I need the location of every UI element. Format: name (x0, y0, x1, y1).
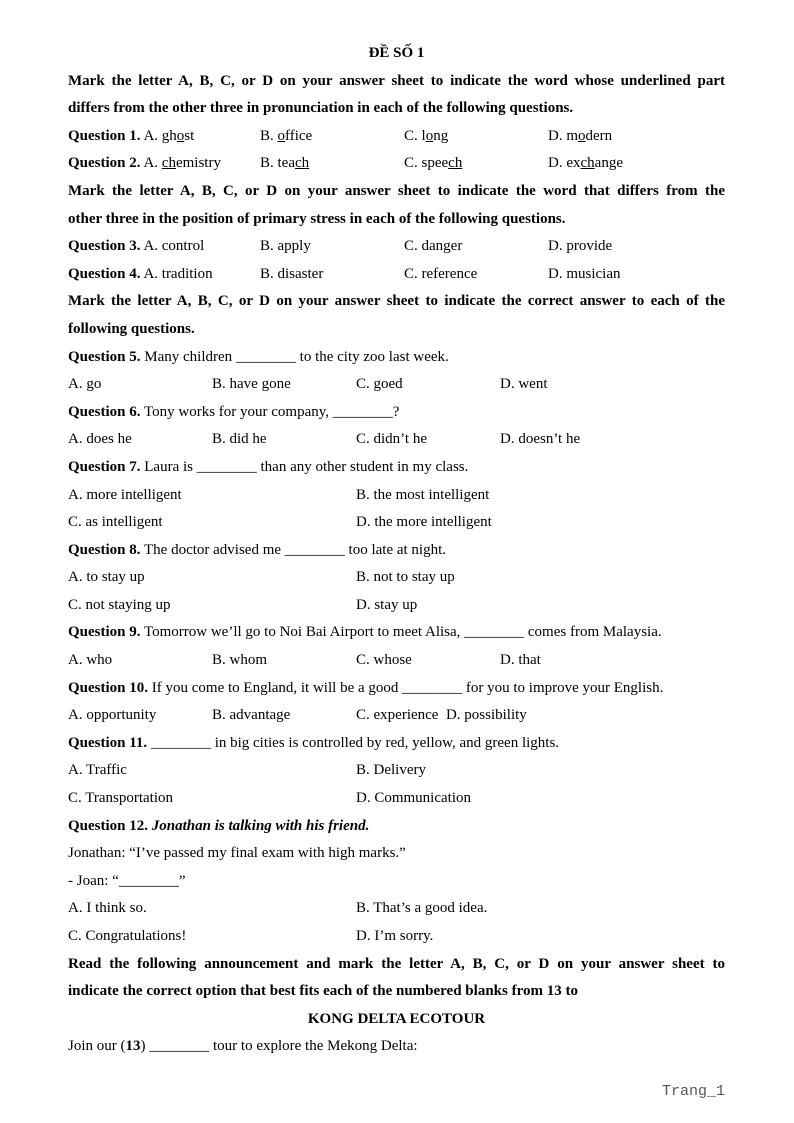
option-d: D. musician (548, 265, 621, 282)
option-text: D. m (548, 127, 578, 144)
underlined-part: ch (295, 155, 310, 172)
question-12-stem (68, 813, 725, 841)
question-6-options (68, 426, 725, 454)
option-a (68, 261, 213, 289)
option-b: B. That’s a good idea. (356, 900, 488, 917)
option-a (68, 233, 204, 261)
question-5-stem (68, 344, 725, 372)
option-d: D. that (500, 652, 541, 669)
question-text: If you come to England, it will be a good ________ for you to improve your English. (148, 679, 664, 696)
option-d: D. provide (548, 238, 613, 255)
option-b (260, 150, 309, 178)
question-8-options-row2 (68, 592, 725, 620)
underlined-part: ch (448, 155, 463, 172)
option-c (404, 123, 448, 151)
question-prompt: Jonathan is talking with his friend. (151, 817, 370, 834)
option-c: C. reference (404, 265, 478, 282)
passage-text: ) ________ tour to explore the Mekong Delta: (140, 1038, 418, 1055)
option-a: A. more intelligent (68, 486, 182, 503)
question-7-stem (68, 454, 725, 482)
option-d: D. went (500, 376, 548, 393)
option-a: A. to stay up (68, 569, 145, 586)
question-label: Question 7. (68, 458, 141, 475)
question-label: Question 4. (68, 265, 141, 282)
option-d: D. I’m sorry. (356, 928, 434, 944)
question-text: Many children ________ to the city zoo last week. (140, 348, 449, 365)
option-text: C. l (404, 127, 426, 144)
instruction-line: indicate the correct option that best fits each of the numbered blanks from 13 to (68, 983, 578, 1000)
question-7-options-row2 (68, 509, 725, 537)
underlined-part: o (578, 127, 586, 144)
option-a (68, 150, 221, 178)
question-text: Laura is ________ than any other student in my class. (140, 458, 469, 475)
question-8-options-row1 (68, 564, 725, 592)
blank-number: 13 (125, 1038, 141, 1055)
question-4 (68, 261, 725, 289)
option-c: C. goed (356, 376, 403, 393)
dialogue-line: - Joan: “________” (68, 872, 186, 889)
underlined-part: ch (161, 155, 176, 172)
question-9-stem (68, 619, 725, 647)
option-c: C. Transportation (68, 790, 174, 807)
option-text: emistry (175, 155, 221, 172)
option-d (548, 150, 623, 178)
instruction-line: Mark the letter A, B, C, or D on your answer sheet to indicate the correct answer to each of the (68, 293, 725, 310)
option-d (548, 123, 612, 151)
option-b: B. apply (260, 238, 311, 255)
option-c: C. Congratulations! (68, 928, 187, 944)
option-d: D. doesn’t he (500, 431, 581, 448)
option-c: C. whose (356, 652, 412, 669)
instruction-line: Mark the letter A, B, C, or D on your answer sheet to indicate the word whose underlined part (68, 72, 725, 89)
question-text: Tomorrow we’ll go to Noi Bai Airport to meet Alisa, ________ comes from Malaysia. (140, 624, 662, 641)
question-label: Question 5. (68, 348, 141, 365)
question-label: Question 9. (68, 624, 141, 641)
passage-text: Join our ( (68, 1038, 126, 1055)
option-b: B. did he (212, 431, 267, 448)
option-b (260, 123, 312, 151)
question-6-stem (68, 399, 725, 427)
question-3 (68, 233, 725, 261)
question-10-stem (68, 675, 725, 703)
underlined-part: o (176, 127, 185, 144)
option-a: A. opportunity (68, 707, 157, 724)
question-1 (68, 123, 725, 151)
question-label: Question 6. (68, 403, 141, 420)
question-text: ________ in big cities is controlled by red, yellow, and green lights. (147, 734, 560, 751)
instruction-line: differs from the other three in pronunciation in each of the following questions. (68, 100, 574, 117)
option-text: ange (594, 155, 623, 172)
dialogue-line: Jonathan: “I’ve passed my final exam with high marks.” (68, 845, 406, 862)
option-b: B. whom (212, 652, 268, 669)
question-9-options (68, 647, 725, 675)
question-label: Question 2. (68, 155, 141, 172)
underlined-part: o (425, 127, 434, 144)
instruction-line: Mark the letter A, B, C, or D on your answer sheet to indicate the word that differs from the (68, 182, 725, 199)
option-c: C. as intelligent (68, 514, 163, 531)
page-number: Trang_1 (661, 1083, 725, 1100)
option-c: C. not staying up (68, 596, 171, 613)
option-text: D. ex (548, 155, 581, 172)
instruction-line: Read the following announcement and mark the letter A, B, C, or D on your answer sheet to (68, 955, 725, 972)
question-label: Question 3. (68, 238, 141, 255)
option-a: A. go (68, 376, 102, 393)
option-b: B. not to stay up (356, 569, 455, 586)
option-d: D. stay up (356, 596, 418, 613)
question-text: Tony works for your company, ________? (140, 403, 400, 420)
question-label: Question 12. (68, 817, 149, 834)
question-12-options-row1 (68, 895, 725, 923)
option-text: B. (260, 127, 278, 144)
question-7-options-row1 (68, 482, 725, 510)
option-text: dern (585, 127, 613, 144)
question-5-options (68, 371, 725, 399)
passage-heading: KONG DELTA ECOTOUR (307, 1010, 486, 1027)
exam-page (68, 40, 725, 1061)
option-a: A. does he (68, 431, 132, 448)
option-text: A. tradition (140, 265, 213, 282)
option-d: D. the more intelligent (356, 514, 492, 531)
option-text: ng (433, 127, 449, 144)
instruction-line: other three in the position of primary stress in each of the following questions. (68, 210, 566, 227)
option-a (68, 123, 194, 151)
question-10-options (68, 702, 725, 730)
underlined-part: ch (580, 155, 595, 172)
option-c-d: C. experience D. possibility (356, 707, 527, 724)
option-a: A. who (68, 652, 113, 669)
question-label: Question 11. (68, 734, 148, 751)
option-text: A. gh (140, 127, 177, 144)
option-a: A. Traffic (68, 762, 127, 779)
question-label: Question 1. (68, 127, 141, 144)
question-11-stem (68, 730, 725, 758)
page-title: ĐỀ SỐ 1 (368, 45, 425, 61)
passage-line (68, 1033, 725, 1061)
option-b: B. advantage (212, 707, 291, 724)
option-b: B. the most intelligent (356, 486, 490, 503)
question-text: The doctor advised me ________ too late at night. (140, 541, 447, 558)
option-c: C. danger (404, 238, 463, 255)
option-b: B. disaster (260, 265, 324, 282)
option-b: B. have gone (212, 376, 291, 393)
question-label: Question 10. (68, 679, 149, 696)
question-2 (68, 150, 725, 178)
question-11-options-row1 (68, 757, 725, 785)
option-c: C. didn’t he (356, 431, 427, 448)
question-label: Question 8. (68, 541, 141, 558)
option-text: ffice (285, 127, 313, 144)
option-a: A. I think so. (68, 900, 147, 917)
question-8-stem (68, 537, 725, 565)
option-text: st (184, 127, 195, 144)
option-text: C. spee (404, 155, 449, 172)
option-text: A. (140, 155, 162, 172)
question-12-options-row2 (68, 923, 725, 951)
underlined-part: o (277, 127, 286, 144)
option-b: B. Delivery (356, 762, 426, 779)
question-11-options-row2 (68, 785, 725, 813)
option-d: D. Communication (356, 790, 471, 807)
option-c (404, 150, 462, 178)
option-text: A. control (140, 238, 205, 255)
instruction-line: following questions. (68, 320, 195, 337)
option-text: B. tea (260, 155, 295, 172)
